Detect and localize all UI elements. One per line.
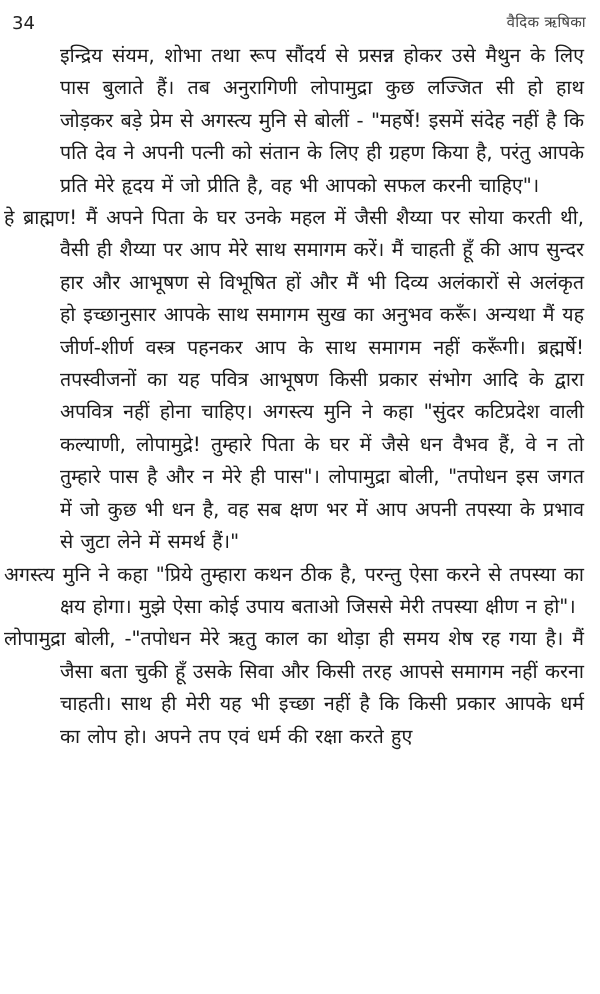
paragraph-3: अगस्त्य मुनि ने कहा "प्रिये तुम्हारा कथन ठीक है, परन्तु ऐसा करने से तपस्या का क्षय होगा। मुझे ऐसा कोई उपाय बताओ जिससे मेरी तपस्या क्षीण न हो"।	[4, 562, 584, 618]
page-body	[4, 40, 584, 753]
paragraph-2: हे ब्राह्मण! मैं अपने पिता के घर उनके महल में जैसी शैय्या पर सोया करती थी, वैसी ही शैय्या पर आप मेरे साथ समागम करें। मैं चाहती हूँ की आप सुन्दर हार और आभूषण से विभूषित हों और मैं भी दिव्य अलंकारों से अलंकृत हो इच्छानुसार आपके साथ समागम सुख का अनुभव करूँ। अन्यथा मैं यह जीर्ण-शीर्ण वस्त्र पहनकर आप के साथ समागम नहीं करूँगी। ब्रह्मर्षे! तपस्वीजनों का यह पवित्र आभूषण किसी प्रकार संभोग आदि के द्वारा अपवित्र नहीं होना चाहिए। अगस्त्य मुनि ने कहा "सुंदर कटिप्रदेश वाली कल्याणी, लोपामुद्रे! तुम्हारे पिता के घर में जैसे धन वैभव हैं, वे न तो तुम्हारे पास है और न मेरे ही पास"। लोपामुद्रा बोली, "तपोधन इस जगत में जो कुछ भी धन है, वह सब क्षण भर में आप अपनी तपस्या के प्रभाव से जुटा लेने में समर्थ हैं।"	[4, 206, 584, 554]
running-header-title: वैदिक ऋषिका	[506, 13, 586, 31]
paragraph-1: इन्द्रिय संयम, शोभा तथा रूप सौंदर्य से प्रसन्न होकर उसे मैथुन के लिए पास बुलाते हैं। तब अनुरागिणी लोपामुद्रा कुछ लज्जित सी हो हाथ जोड़कर बड़े प्रेम से अगस्त्य मुनि से बोलीं - "महर्षे! इसमें संदेह नहीं है कि पति देव ने अपनी पत्नी को संतान के लिए ही ग्रहण किया है, परंतु आपके प्रति मेरे हृदय में जो प्रीति है, वह भी आपको सफल करनी चाहिए"।	[60, 44, 584, 197]
page-number: 34	[12, 13, 35, 34]
paragraph-4: लोपामुद्रा बोली, -"तपोधन मेरे ऋतु काल का थोड़ा ही समय शेष रह गया है। मैं जैसा बता चुकी हूँ उसके सिवा और किसी तरह आपसे समागम नहीं करना चाहती। साथ ही मेरी यह भी इच्छा नहीं है कि किसी प्रकार आपके धर्म का लोप हो। अपने तप एवं धर्म की रक्षा करते हुए	[4, 627, 584, 748]
